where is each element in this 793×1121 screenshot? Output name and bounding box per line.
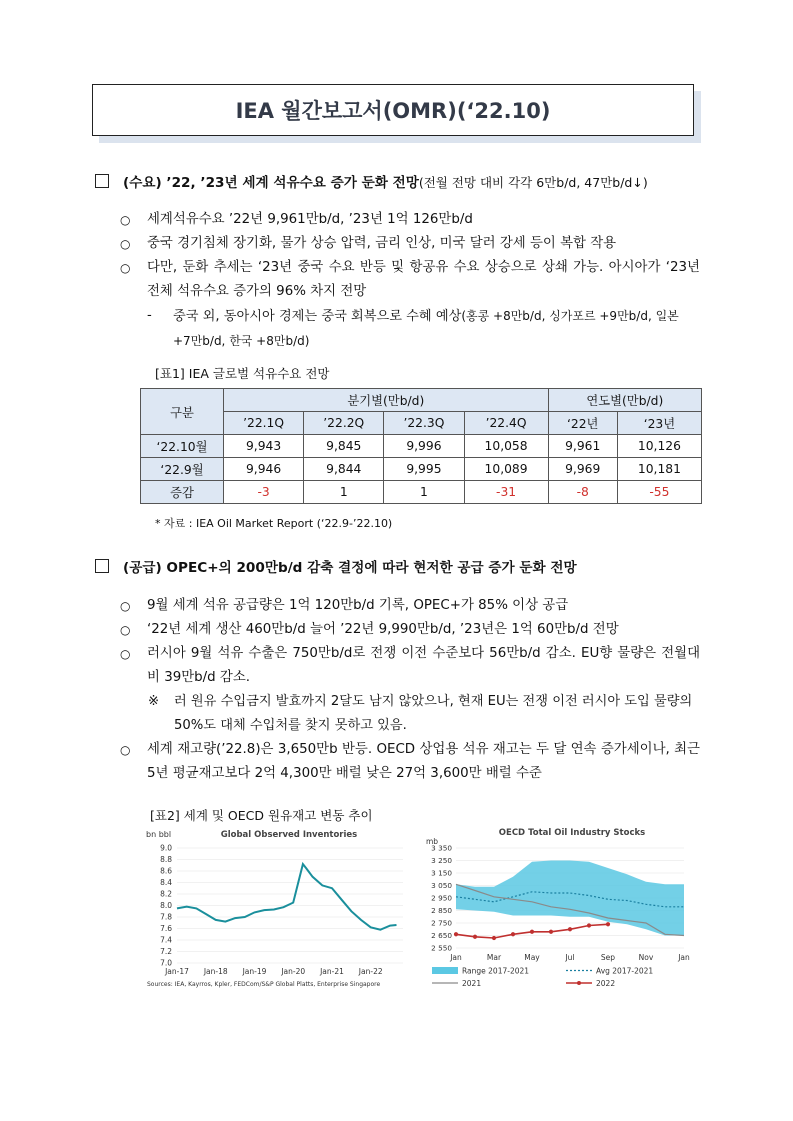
table-col-header: ’22.3Q — [384, 412, 464, 435]
y-tick-label: 9.0 — [160, 843, 172, 853]
table-cell: 9,961 — [548, 435, 617, 458]
range-band-area — [456, 861, 684, 936]
circle-bullet-icon: ○ — [120, 647, 131, 661]
x-tick-label: Nov — [638, 953, 654, 962]
x-tick-label: Jan-21 — [320, 967, 344, 976]
y-tick-label: 2 950 — [431, 893, 452, 903]
table-col-header: ’22.2Q — [304, 412, 384, 435]
series-2022-point — [492, 936, 496, 940]
chart-title: OECD Total Oil Industry Stocks — [498, 828, 646, 838]
y-tick-label: 8.4 — [160, 878, 172, 887]
demand-forecast-table — [140, 388, 702, 504]
y-tick-label: 7.2 — [160, 947, 172, 956]
supply-bullet-3: ○ 러시아 9월 석유 수출은 750만b/d로 전쟁 이전 수준보다 56만b/d 감소. EU향 물량은 전월대비 39만b/d 감소. — [120, 642, 700, 690]
table1-source: * 자료 : IEA Oil Market Report (‘22.9-’22.10) — [155, 517, 393, 530]
chart-source: Sources: IEA, Kayrros, Kpler, FEDCom/S&P Global Platts, Enterprise Singapore — [147, 981, 381, 988]
y-tick-label: 2 650 — [431, 931, 452, 940]
table-col-header: ‘23년 — [617, 412, 701, 435]
section-demand-heading: (수요) ’22, ’23년 세계 석유수요 증가 둔화 전망(전월 전망 대비 각각 6만b/d, 47만b/d↓) — [95, 171, 648, 191]
y-tick-label: 3 250 — [431, 856, 452, 865]
demand-bullet-3: ○ 다만, 둔화 추세는 ‘23년 중국 수요 반등 및 항공유 수요 상승으로 상쇄 가능. 아시아가 ‘23년 전체 석유수요 증가의 96% 차지 전망 — [120, 256, 700, 304]
y-tick-label: 8.8 — [160, 855, 172, 864]
series-2022-point — [530, 930, 534, 934]
y-tick-label: 7.4 — [160, 935, 172, 945]
y-tick-label: 2 750 — [431, 918, 452, 928]
checkbox-square-icon — [95, 559, 109, 573]
table-cell: -3 — [224, 481, 304, 504]
table-row — [141, 435, 702, 458]
table-row — [141, 458, 702, 481]
table-cell: 9,845 — [304, 435, 384, 458]
y-tick-label: 3 050 — [431, 881, 452, 890]
title-box — [92, 84, 694, 136]
circle-bullet-icon: ○ — [120, 237, 131, 251]
y-tick-label: 3 150 — [431, 868, 452, 878]
table-cell: 9,943 — [224, 435, 304, 458]
table-cell: 10,058 — [464, 435, 548, 458]
y-tick-label: 7.8 — [160, 912, 172, 922]
table-cell: 1 — [384, 481, 464, 504]
y-tick-label: 3 350 — [431, 843, 452, 853]
circle-bullet-icon: ○ — [120, 261, 131, 275]
legend-range-label: Range 2017-2021 — [462, 966, 530, 976]
page-title: IEA 월간보고서(OMR)(‘22.10) — [235, 99, 551, 123]
supply-bullet-1: ○ 9월 세계 석유 공급량은 1억 120만b/d 기록, OPEC+가 85% 이상 공급 — [120, 594, 700, 618]
x-tick-label: Jan-22 — [358, 967, 383, 976]
row-label: ‘22.10월 — [141, 435, 224, 458]
legend-2021-label: 2021 — [462, 979, 482, 988]
reference-mark-icon: ※ — [148, 694, 160, 709]
x-tick-label: Mar — [486, 953, 502, 962]
series-2022-point — [587, 923, 591, 927]
legend-2022-marker — [577, 981, 581, 985]
dash-bullet-icon: - — [147, 308, 152, 323]
y-tick-label: 7.6 — [160, 924, 172, 933]
table-cell: -55 — [617, 481, 701, 504]
inventory-series-line — [177, 864, 397, 930]
table-cell: 1 — [304, 481, 384, 504]
y-tick-label: 2 850 — [431, 906, 452, 915]
table-col-header: ‘22년 — [548, 412, 617, 435]
y-axis-unit: mb — [426, 837, 439, 846]
table1-caption: [표1] IEA 글로벌 석유수요 전망 — [155, 366, 330, 381]
table-cell: 10,181 — [617, 458, 701, 481]
legend-range-swatch — [432, 967, 458, 974]
y-tick-label: 2 550 — [431, 943, 452, 953]
x-tick-label: Jan-20 — [281, 967, 306, 976]
circle-bullet-icon: ○ — [120, 743, 131, 757]
figure-caption: [표2] 세계 및 OECD 원유재고 변동 추이 — [150, 808, 373, 823]
circle-bullet-icon: ○ — [120, 599, 131, 613]
table-row — [141, 481, 702, 504]
table-col-header: ’22.4Q — [464, 412, 548, 435]
series-2022-point — [568, 927, 572, 931]
y-tick-label: 8.2 — [160, 889, 172, 899]
table-cell: -8 — [548, 481, 617, 504]
series-2022-point — [606, 922, 610, 926]
global-inventories-chart — [145, 826, 410, 990]
table-cell: 10,089 — [464, 458, 548, 481]
checkbox-square-icon — [95, 174, 109, 188]
table-header-gubun: 구분 — [141, 389, 224, 435]
series-2022-point — [454, 932, 458, 936]
x-tick-label: Jan-19 — [242, 967, 267, 976]
x-tick-label: Jul — [565, 953, 575, 962]
supply-bullet-4: ○ 세계 재고량(’22.8)은 3,650만b 반등. OECD 상업용 석유 재고는 두 달 연속 증가세이나, 최근 5년 평균재고보다 2억 4,300만 배럴 낮은 27억 3,600만 배럴 수준 — [120, 738, 700, 786]
row-label: ‘22.9월 — [141, 458, 224, 481]
table-col-header: ’22.1Q — [224, 412, 304, 435]
series-2022-point — [511, 932, 515, 936]
circle-bullet-icon: ○ — [120, 623, 131, 637]
demand-bullet-2: ○ 중국 경기침체 장기화, 물가 상승 압력, 금리 인상, 미국 달러 강세 등이 복합 작용 — [120, 232, 700, 256]
circle-bullet-icon: ○ — [120, 213, 131, 227]
table-cell: 10,126 — [617, 435, 701, 458]
x-tick-label: Jan-18 — [203, 967, 228, 976]
x-tick-label: Sep — [600, 953, 616, 962]
x-tick-label: Jan-17 — [165, 967, 189, 976]
demand-bullet-1: ○ 세계석유수요 ’22년 9,961만b/d, ’23년 1억 126만b/d — [120, 208, 700, 232]
table-cell: 9,844 — [304, 458, 384, 481]
chart-legend — [432, 967, 653, 989]
legend-avg-label: Avg 2017-2021 — [596, 966, 654, 976]
x-tick-label: May — [524, 953, 540, 962]
legend-2022-label: 2022 — [596, 979, 616, 988]
oecd-stocks-chart — [424, 826, 692, 990]
chart-title: Global Observed Inventories — [220, 830, 358, 840]
series-2022-point — [473, 935, 477, 939]
table-cell: 9,996 — [384, 435, 464, 458]
x-tick-label: Jan — [678, 953, 690, 962]
y-tick-label: 8.6 — [160, 866, 172, 876]
series-2022-point — [549, 930, 553, 934]
table-cell: 9,946 — [224, 458, 304, 481]
table-cell: -31 — [464, 481, 548, 504]
supply-note: ※ 러 원유 수입금지 발효까지 2달도 남지 않았으나, 현재 EU는 전쟁 이전 러시아 도입 물량의 50%도 대체 수입처를 찾지 못하고 있음. — [148, 690, 700, 738]
table-header-quarter: 분기별(만b/d) — [224, 389, 549, 412]
supply-bullet-2: ○ ‘22년 세계 생산 460만b/d 늘어 ’22년 9,990만b/d, ’23년은 1억 60만b/d 전망 — [120, 618, 700, 642]
row-label: 증감 — [141, 481, 224, 504]
table-header-year: 연도별(만b/d) — [548, 389, 701, 412]
section-supply-heading: (공급) OPEC+의 200만b/d 감축 결정에 따라 현저한 공급 증가 둔화 전망 — [95, 556, 577, 576]
table-cell: 9,969 — [548, 458, 617, 481]
demand-sub-bullet: - 중국 외, 동아시아 경제는 중국 회복으로 수혜 예상(홍콩 +8만b/d, 싱가포르 +9만b/d, 일본 +7만b/d, 한국 +8만b/d) — [147, 304, 699, 354]
table-cell: 9,995 — [384, 458, 464, 481]
x-tick-label: Jan — [450, 953, 462, 962]
y-axis-unit: bn bbl — [146, 830, 172, 839]
y-tick-label: 7.0 — [160, 958, 172, 968]
y-tick-label: 8.0 — [160, 901, 172, 910]
